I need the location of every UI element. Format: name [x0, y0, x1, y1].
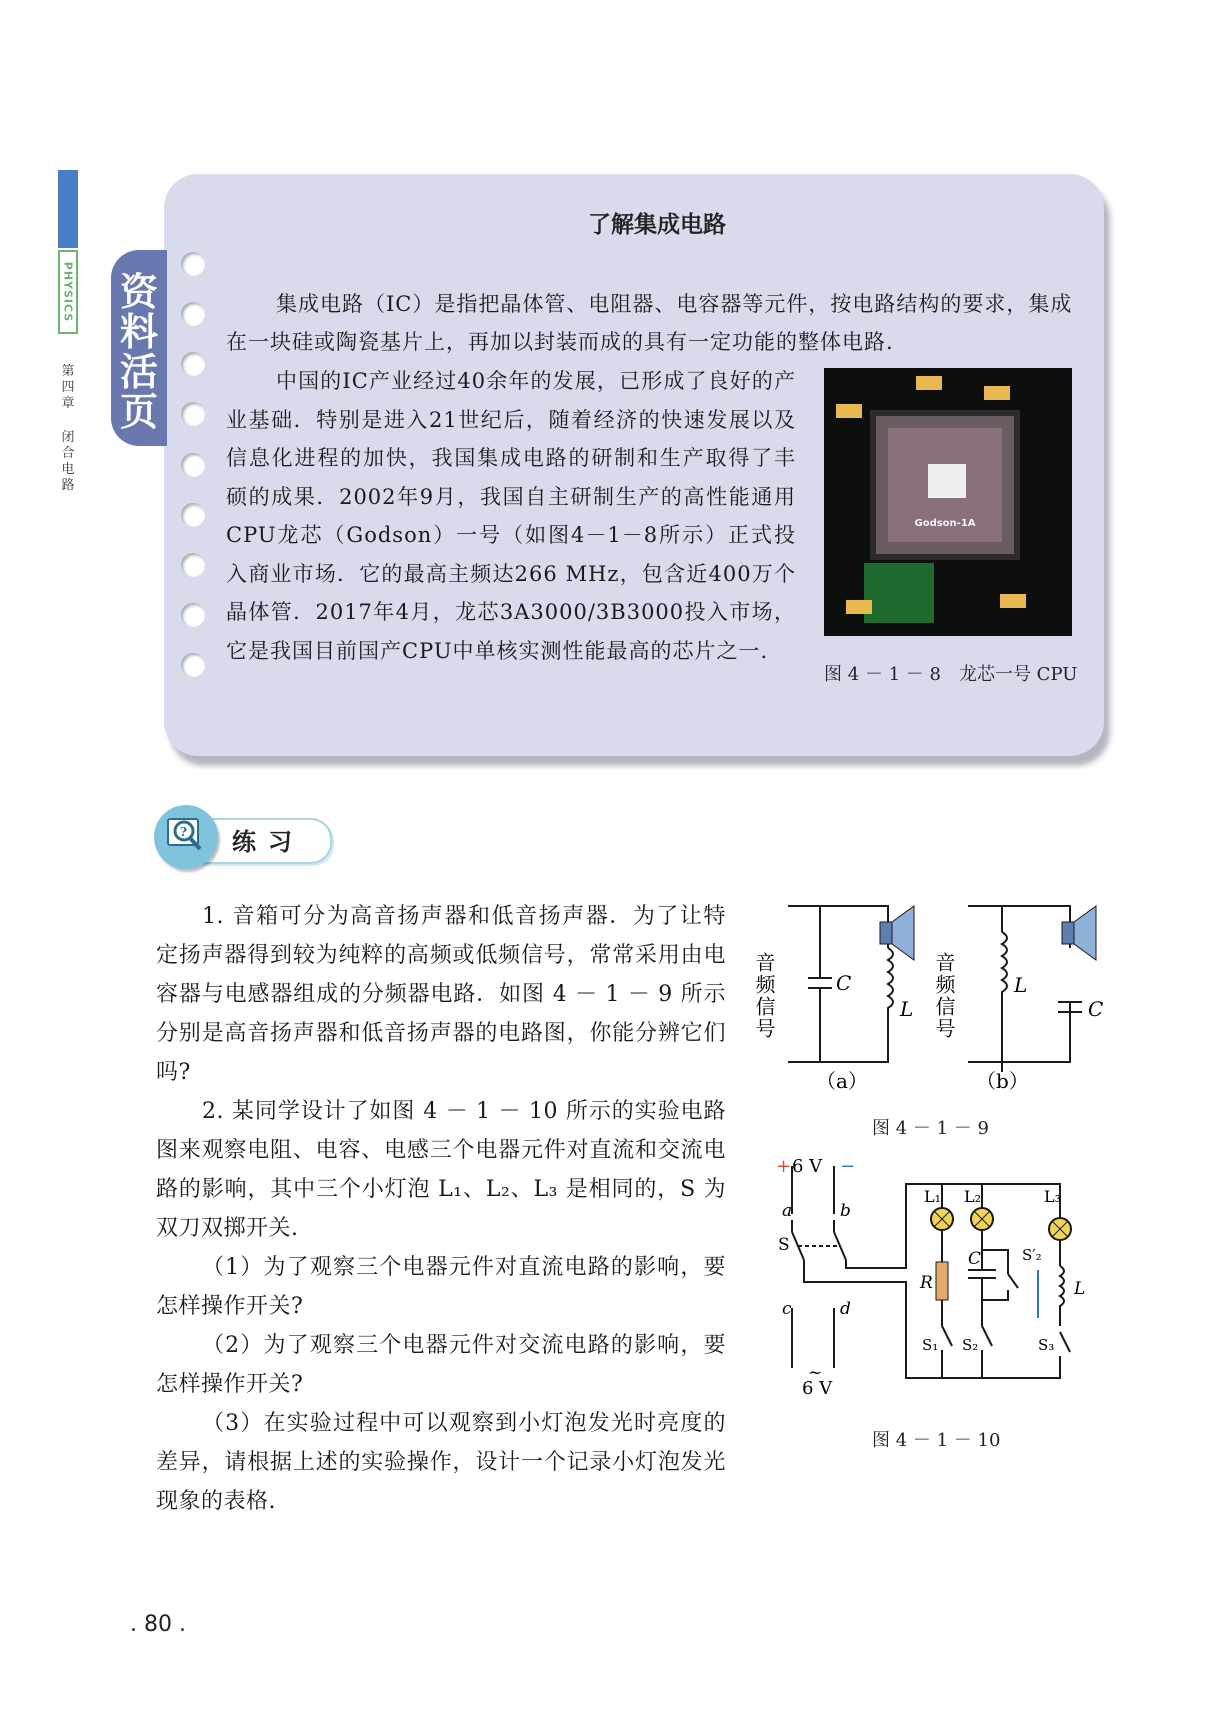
binder-hole — [181, 453, 205, 477]
binder-hole — [181, 653, 205, 677]
page-number: . 80 . — [130, 1612, 186, 1637]
figure-caption-4-1-9: 图 4 － 1 － 9 — [872, 1118, 989, 1139]
terminal-b: b — [840, 1201, 851, 1221]
info-paragraph-2: 中国的IC产业经过40余年的发展，已形成了良好的产业基础．特别是进入21世纪后，随着经济的快速发展以及信息化进程的加快，我国集成电路的研制和生产取得了丰硕的成果．2002年9月，我国自主研制生产的高性能通用CPU龙芯（Godson）一号（如图4－1－8所示）正式投入商业市场．它的最高主频达266 MHz，包含近400万个晶体管．2017年4月，龙芯3A3000/3B3000投入市场，它是我国目前国产CPU中单核实测性能最高的芯片之一. — [226, 369, 796, 663]
subfigure-a-label: （a） — [816, 1069, 868, 1093]
chip-label: Godson-1A — [914, 518, 976, 529]
question-1: 1. 音箱可分为高音扬声器和低音扬声器．为了让特定扬声器得到较为纯粹的高频或低频信号，常常采用由电容器与电感器组成的分频器电路．如图 4 － 1 － 9 所示分别是高音扬声器和低音扬声器的电路图，你能分辨它们吗? — [156, 904, 726, 1085]
chapter-number: 第四章 — [61, 364, 75, 411]
switch-s2-prime-label: S′₂ — [1022, 1246, 1042, 1264]
info-card-title: 了解集成电路 — [588, 212, 726, 238]
lamp-2-label: L₂ — [964, 1187, 982, 1206]
binder-hole — [181, 603, 205, 627]
figure-caption-4-1-10: 图 4 － 1 － 10 — [872, 1430, 1001, 1451]
terminal-a: a — [782, 1201, 793, 1221]
godson-logo — [928, 464, 966, 498]
inductor-label-b: L — [1014, 973, 1028, 997]
speaker-icon — [1062, 906, 1096, 960]
speaker-icon — [880, 906, 914, 960]
godson-chip-photo — [824, 368, 1072, 636]
exercise-title: 练习 — [232, 828, 304, 856]
question-2: 2. 某同学设计了如图 4 － 1 － 10 所示的实验电路图来观察电阻、电容、电感三个电器元件对直流和交流电路的影响，其中三个小灯泡 L₁、L₂、L₃ 是相同的，S 为双刀双掷开关. — [156, 1099, 726, 1241]
switch-s2-label: S₂ — [962, 1336, 979, 1354]
capacitor-label-a: C — [836, 971, 852, 995]
figure-4-1-10 — [760, 1150, 1100, 1400]
terminal-c: c — [782, 1299, 792, 1319]
info-card-tab: 资料活页 — [111, 250, 167, 446]
resistor-label: R — [920, 1273, 933, 1293]
binder-hole — [181, 252, 205, 276]
binder-hole — [181, 352, 205, 376]
capacitor-label: C — [968, 1249, 982, 1269]
lamp-3-label: L₃ — [1044, 1187, 1062, 1206]
figure-caption-4-1-8: 图 4 － 1 － 8 龙芯一号 CPU — [824, 664, 1078, 685]
inductor-label: L — [1074, 1279, 1086, 1299]
subfigure-b-label: （b） — [976, 1069, 1029, 1093]
inductor-label-a: L — [900, 997, 914, 1021]
terminal-d: d — [840, 1299, 851, 1319]
signal-label-b: 音频信号 — [932, 952, 956, 1040]
ac-voltage-label: 6 V — [802, 1378, 833, 1399]
chapter-title: 闭合电路 — [61, 430, 75, 493]
question-2-part-2: （2）为了观察三个电器元件对交流电路的影响，要怎样操作开关? — [156, 1333, 726, 1397]
question-2-part-3: （3）在实验过程中可以观察到小灯泡发光时亮度的差异，请根据上述的实验操作，设计一个记录小灯泡发光现象的表格. — [156, 1411, 726, 1514]
dc-voltage-label: 6 V — [792, 1156, 823, 1177]
figure-4-1-9 — [752, 892, 1112, 1122]
lamp-icon — [971, 1208, 993, 1230]
switch-label: S — [778, 1235, 790, 1255]
dc-plus-label: + — [776, 1156, 792, 1177]
svg-text:?: ? — [180, 825, 188, 839]
binder-hole — [181, 302, 205, 326]
lamp-icon — [1049, 1218, 1071, 1240]
capacitor-label-b: C — [1088, 997, 1104, 1021]
binder-hole — [181, 553, 205, 577]
info-paragraph-1: 集成电路（IC）是指把晶体管、电阻器、电容器等元件，按电路结构的要求，集成在一块硅或陶瓷基片上，再加以封装而成的具有一定功能的整体电路. — [226, 292, 1073, 354]
switch-s3-label: S₃ — [1038, 1336, 1055, 1354]
lamp-icon — [931, 1208, 953, 1230]
ac-symbol: ~ — [808, 1363, 823, 1383]
signal-label-a: 音频信号 — [752, 952, 776, 1040]
resistor-symbol — [936, 1262, 948, 1300]
binder-hole — [181, 402, 205, 426]
exercise-icon — [154, 805, 218, 869]
question-2-part-1: （1）为了观察三个电器元件对直流电路的影响，要怎样操作开关? — [156, 1255, 726, 1319]
lamp-1-label: L₁ — [924, 1187, 942, 1206]
binder-hole — [181, 503, 205, 527]
dc-minus-label: − — [840, 1156, 856, 1177]
switch-s1-label: S₁ — [922, 1336, 939, 1354]
subject-label: PHYSICS — [58, 250, 78, 334]
